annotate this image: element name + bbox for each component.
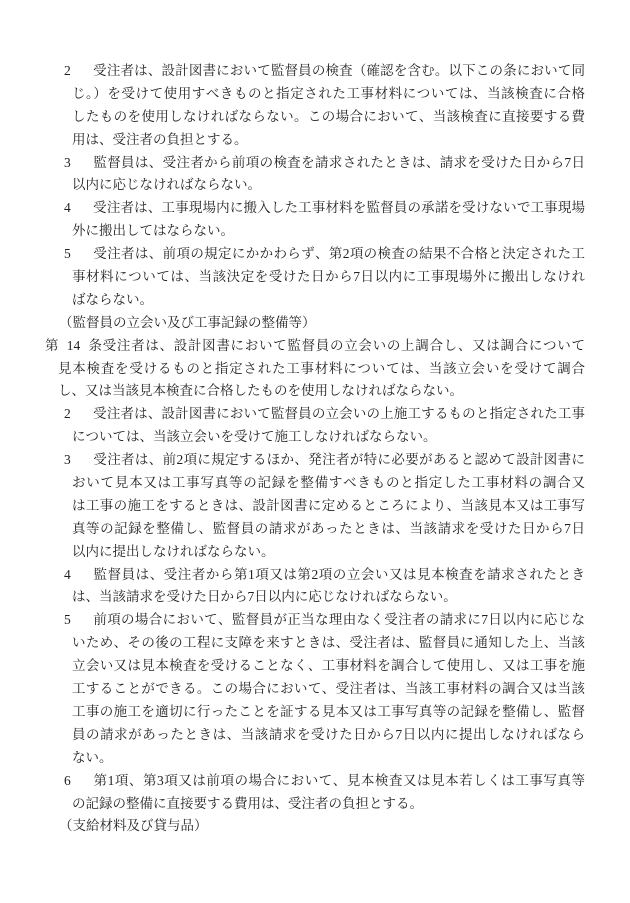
text-line xyxy=(45,518,585,541)
line-text: ばならない。 xyxy=(72,291,153,307)
line-text: ない。 xyxy=(72,749,113,765)
text-line xyxy=(45,541,585,564)
line-text: 立会い又は見本検査を受けることなく、工事材料を調合して使用し、又は工事を施 xyxy=(72,658,585,674)
line-text: 受注者は、設計図書において監督員の立会いの上施工するものと指定された工事 xyxy=(93,406,585,422)
text-line xyxy=(45,632,585,655)
section-heading xyxy=(45,815,585,838)
paragraph-number: 3 xyxy=(64,452,71,468)
text-line xyxy=(45,106,585,129)
text-line xyxy=(45,747,585,770)
paragraph-start-line xyxy=(45,564,585,587)
line-text: 監督員は、受注者から前項の検査を請求されたときは、請求を受けた日から7日 xyxy=(93,154,585,170)
paragraph-number: 2 xyxy=(64,406,71,422)
text-line xyxy=(45,380,585,403)
line-text: 工することができる。この場合において、受注者は、当該工事材料の調合又は当該 xyxy=(72,681,585,697)
line-text: 以内に応じなければならない。 xyxy=(72,177,261,193)
text-line xyxy=(45,586,585,609)
text-line xyxy=(45,655,585,678)
paragraph-start-line xyxy=(45,243,585,266)
text-line xyxy=(45,220,585,243)
article-number: 第14条 xyxy=(45,337,102,353)
paragraph-number: 2 xyxy=(64,63,71,78)
line-text: 監督員は、受注者から第1項又は第2項の立会い又は見本検査を請求されたとき xyxy=(93,566,585,582)
text-line xyxy=(45,472,585,495)
line-text: 真等の記録を整備し、監督員の請求があったときは、当該請求を受けた日から7日 xyxy=(72,520,585,536)
line-text: 前項の場合において、監督員が正当な理由なく受注者の請求に7日以内に応じな xyxy=(93,612,585,628)
line-text: 第1項、第3項又は前項の場合において、見本検査又は見本若しくは工事写真等 xyxy=(93,772,585,788)
text-line xyxy=(45,83,585,106)
line-text: 外に搬出してはならない。 xyxy=(72,223,234,239)
text-line xyxy=(45,724,585,747)
text-line xyxy=(45,495,585,518)
paragraph-start-line xyxy=(45,770,585,793)
line-text: 受注者は、前2項に規定するほか、発注者が特に必要があると認めて設計図書に xyxy=(93,452,585,468)
paragraph-start-line xyxy=(45,60,585,83)
line-text: いため、その後の工程に支障を来すときは、受注者は、監督員に通知した上、当該 xyxy=(72,635,585,651)
line-text: じ。）を受けて使用すべきものと指定された工事材料については、当該検査に合格 xyxy=(72,85,585,101)
article-start-line xyxy=(45,335,585,358)
text-line xyxy=(45,426,585,449)
line-text: （支給材料及び貸与品） xyxy=(59,818,208,834)
paragraph-start-line xyxy=(45,197,585,220)
line-text: 受注者は、工事現場内に搬入した工事材料を監督員の承諾を受けないで工事現場 xyxy=(93,200,585,216)
line-text: 事材料については、当該決定を受けた日から7日以内に工事現場外に搬出しなけれ xyxy=(72,269,585,285)
line-text: おいて見本又は工事写真等の記録を整備すべきものと指定した工事材料の調合又 xyxy=(72,475,585,491)
text-line xyxy=(45,289,585,312)
line-text: したものを使用しなければならない。この場合において、当該検査に直接要する費 xyxy=(72,108,585,124)
text-line xyxy=(45,129,585,152)
line-text: は工事の施工をするときは、設計図書に定めるところにより、当該見本又は工事写 xyxy=(72,497,585,513)
paragraph-number: 3 xyxy=(64,154,71,170)
line-text: については、当該立会いを受けて施工しなければならない。 xyxy=(72,429,437,445)
line-text: 以内に提出しなければならない。 xyxy=(72,543,275,559)
line-text: は、当該請求を受けた日から7日以内に応じなければならない。 xyxy=(72,589,457,605)
line-text: 受注者は、前項の規定にかかわらず、第2項の検査の結果不合格と決定された工 xyxy=(93,246,585,262)
text-line xyxy=(45,678,585,701)
line-text: 員の請求があったときは、当該請求を受けた日から7日以内に提出しなければなら xyxy=(72,726,585,742)
paragraph-start-line xyxy=(45,449,585,472)
line-text: し、又は当該見本検査に合格したものを使用しなければならない。 xyxy=(58,383,463,399)
text-line xyxy=(45,358,585,381)
paragraph-start-line xyxy=(45,403,585,426)
text-line xyxy=(45,174,585,197)
paragraph-number: 4 xyxy=(64,200,71,216)
section-heading xyxy=(45,312,585,335)
line-text: 見本検査を受けるものと指定された工事材料については、当該立会いを受けて調合 xyxy=(58,360,585,376)
line-text: 工事の施工を適切に行ったことを証する見本又は工事写真等の記録を整備し、監督 xyxy=(72,703,585,719)
line-text: 受注者は、設計図書において監督員の検査（確認を含む。以下この条において同 xyxy=(93,63,585,78)
line-text: （監督員の立会い及び工事記録の整備等） xyxy=(59,314,316,330)
line-text: 用は、受注者の負担とする。 xyxy=(72,131,248,147)
paragraph-number: 6 xyxy=(64,772,71,788)
line-text: の記録の整備に直接要する費用は、受注者の負担とする。 xyxy=(72,795,423,811)
line-text: 受注者は、設計図書において監督員の立会いの上調合し、又は調合について xyxy=(102,337,585,353)
paragraph-start-line xyxy=(45,609,585,632)
text-line xyxy=(45,793,585,816)
paragraph-number: 5 xyxy=(64,246,71,262)
paragraph-start-line xyxy=(45,152,585,175)
document-body xyxy=(45,60,585,838)
text-line xyxy=(45,266,585,289)
paragraph-number: 4 xyxy=(64,566,71,582)
paragraph-number: 5 xyxy=(64,612,71,628)
text-line xyxy=(45,701,585,724)
